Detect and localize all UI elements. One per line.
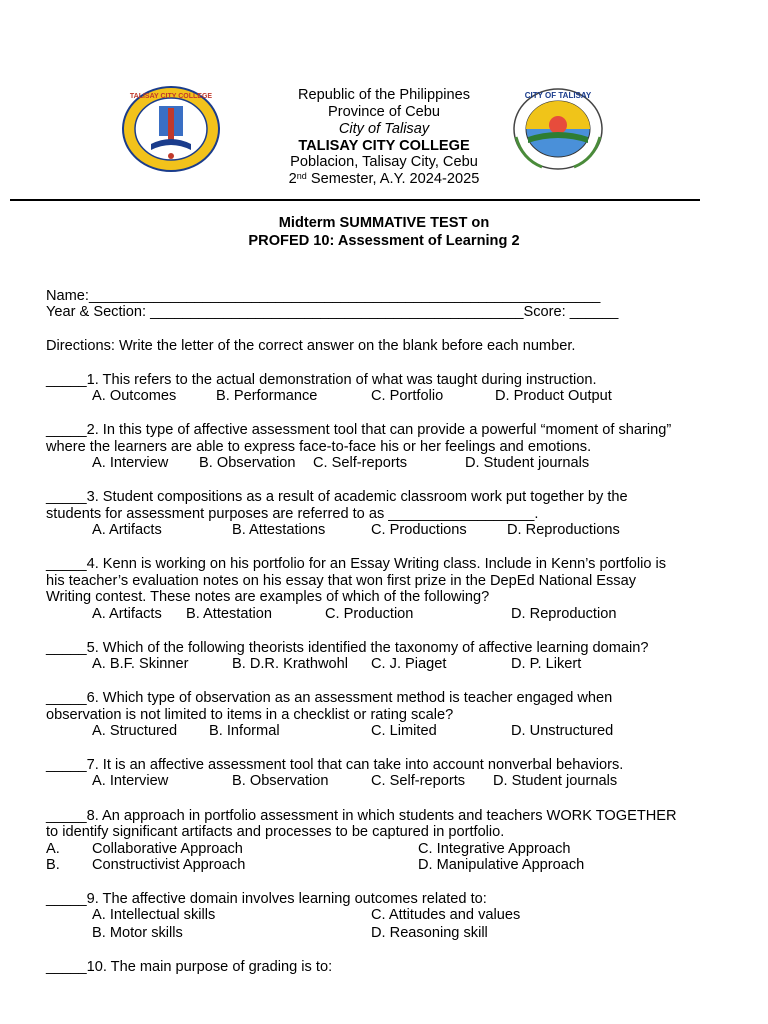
- q8-stem-line2: to identify significant artifacts and processes to be captured in portfolio.: [46, 824, 505, 840]
- q3-option-d: D. Reproductions: [507, 522, 620, 538]
- header-line-city: City of Talisay: [338, 121, 430, 137]
- q2-option-d: D. Student journals: [465, 455, 590, 471]
- q9-option-d: D. Reasoning skill: [371, 925, 488, 941]
- year-section-score-field: Year & Section: ______________________________________________Score: ______: [46, 304, 619, 320]
- q8-option-b-letter: B.: [46, 857, 60, 873]
- q4-stem-line3: Writing contest. These notes are examples of which of the following?: [46, 589, 490, 605]
- q4-stem-line2: his teacher’s evaluation notes on his essay that won first prize in the DepEd National Essay: [46, 573, 637, 589]
- q4-option-b: B. Attestation: [186, 606, 272, 622]
- q9-option-c: C. Attitudes and values: [371, 907, 521, 923]
- q3-option-b: B. Attestations: [232, 522, 326, 538]
- q6-option-c: C. Limited: [371, 723, 437, 739]
- q8-stem-line1: _____8. An approach in portfolio assessment in which students and teachers WORK TOGETHER: [46, 808, 677, 824]
- header-semester: [0, 171, 768, 188]
- q1-option-a: A. Outcomes: [92, 388, 177, 404]
- q8-option-b: Constructivist Approach: [92, 857, 246, 873]
- q5-option-a: A. B.F. Skinner: [92, 656, 189, 672]
- semester-rest: Semester, A.Y. 2024-2025: [306, 171, 480, 187]
- q2-option-b: B. Observation: [199, 455, 296, 471]
- q7-option-c: C. Self-reports: [371, 773, 466, 789]
- q4-option-a: A. Artifacts: [92, 606, 162, 622]
- q3-option-a: A. Artifacts: [92, 522, 162, 538]
- q10-stem: _____10. The main purpose of grading is to:: [46, 959, 333, 975]
- q5-option-b: B. D.R. Krathwohl: [232, 656, 348, 672]
- directions: Directions: Write the letter of the correct answer on the blank before each number.: [46, 338, 576, 354]
- svg-text:TALISAY CITY COLLEGE: TALISAY CITY COLLEGE: [129, 93, 213, 100]
- q2-option-c: C. Self-reports: [313, 455, 408, 471]
- q6-option-a: A. Structured: [92, 723, 178, 739]
- q9-option-a: A. Intellectual skills: [92, 907, 216, 923]
- q6-option-b: B. Informal: [209, 723, 280, 739]
- q1-stem: _____1. This refers to the actual demonstration of what was taught during instruction.: [46, 372, 597, 388]
- q6-option-d: D. Unstructured: [511, 723, 614, 739]
- q3-stem-line2: students for assessment purposes are referred to as __________________.: [46, 506, 539, 522]
- q7-option-a: A. Interview: [92, 773, 169, 789]
- q5-stem: _____5. Which of the following theorists identified the taxonomy of affective learning domain?: [46, 640, 649, 656]
- q1-option-b: B. Performance: [216, 388, 318, 404]
- q7-stem: _____7. It is an affective assessment tool that can take into account nonverbal behaviors.: [46, 757, 624, 773]
- q6-stem-line2: observation is not limited to items in a checklist or rating scale?: [46, 707, 454, 723]
- q4-option-c: C. Production: [325, 606, 414, 622]
- q5-option-c: C. J. Piaget: [371, 656, 447, 672]
- header-line-province: Province of Cebu: [328, 104, 440, 120]
- header-divider: [10, 199, 700, 201]
- q7-option-b: B. Observation: [232, 773, 329, 789]
- q4-option-d: D. Reproduction: [511, 606, 617, 622]
- q2-stem-line2: where the learners are able to express face-to-face his or her feelings and emotions.: [46, 439, 592, 455]
- test-title-line1: Midterm SUMMATIVE TEST on: [278, 215, 490, 231]
- semester-ordinal: 2: [288, 171, 297, 187]
- q3-option-c: C. Productions: [371, 522, 467, 538]
- q5-option-d: D. P. Likert: [511, 656, 582, 672]
- q6-stem-line1: _____6. Which type of observation as an assessment method is teacher engaged when: [46, 690, 613, 706]
- header-line-republic: Republic of the Philippines: [298, 87, 470, 103]
- q1-option-d: D. Product Output: [495, 388, 612, 404]
- q8-option-a: Collaborative Approach: [92, 841, 243, 857]
- name-field: Name:_______________________________________________________________: [46, 288, 601, 304]
- q8-option-d: D. Manipulative Approach: [418, 857, 585, 873]
- q9-option-b: B. Motor skills: [92, 925, 183, 941]
- q2-stem-line1: _____2. In this type of affective assessment tool that can provide a powerful “moment of sharing”: [46, 422, 672, 438]
- semester-superscript: nd: [296, 171, 307, 181]
- q3-stem-line1: _____3. Student compositions as a result of academic classroom work put together by the: [46, 489, 628, 505]
- q2-option-a: A. Interview: [92, 455, 169, 471]
- q9-stem: _____9. The affective domain involves learning outcomes related to:: [46, 891, 487, 907]
- test-title-line2: PROFED 10: Assessment of Learning 2: [248, 233, 520, 249]
- q8-option-c: C. Integrative Approach: [418, 841, 571, 857]
- svg-text:CITY OF TALISAY: CITY OF TALISAY: [524, 91, 592, 100]
- header-address: Poblacion, Talisay City, Cebu: [290, 154, 478, 170]
- q1-option-c: C. Portfolio: [371, 388, 444, 404]
- q7-option-d: D. Student journals: [493, 773, 618, 789]
- q8-option-a-letter: A.: [46, 841, 60, 857]
- header-college-name: TALISAY CITY COLLEGE: [298, 138, 470, 154]
- q4-stem-line1: _____4. Kenn is working on his portfolio for an Essay Writing class. Include in Kenn’s portfolio is: [46, 556, 667, 572]
